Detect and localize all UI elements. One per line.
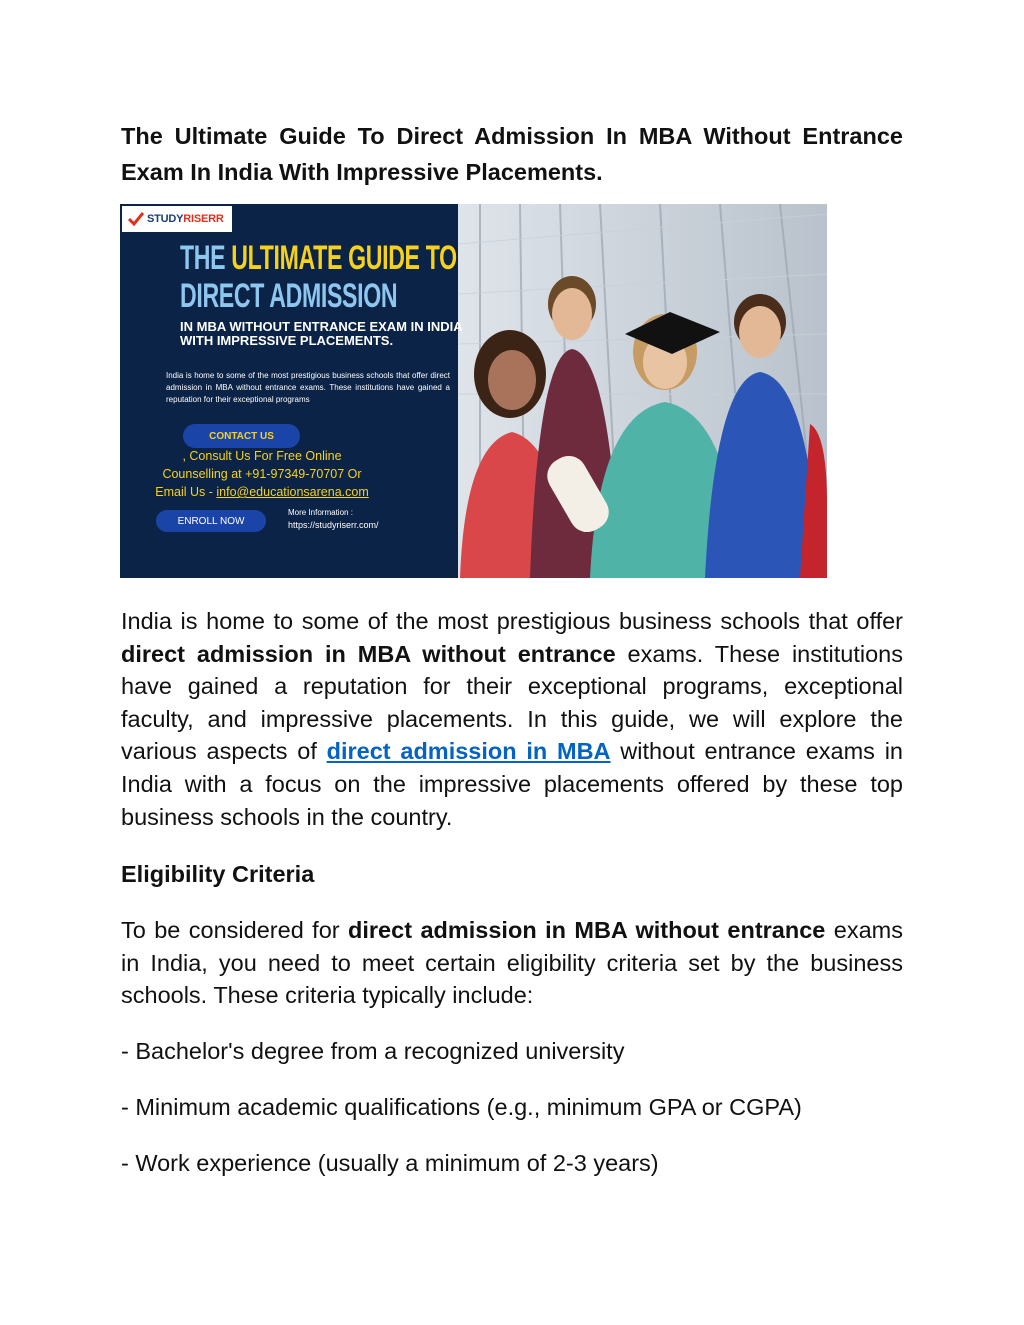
criteria-item: - Work experience (usually a minimum of 2-3 years) <box>121 1150 659 1176</box>
intro-paragraph: India is home to some of the most prestigious business schools that offer direct admission in MBA without entrance exams. These institutions have gained a reputation for their exceptional programs, exceptional faculty, and impressive placements. In this guide, we will explore the various aspects of direct admission in MBA without entrance exams in India with a focus on the impressive placements offered by these top business schools in the country. <box>121 608 903 830</box>
banner-email: info@educationsarena.com <box>216 485 369 499</box>
contact-us-button: CONTACT US <box>183 424 300 448</box>
more-info-url: https://studyriserr.com/ <box>288 520 379 530</box>
consult-line: , Consult Us For Free Online <box>182 449 342 463</box>
direct-admission-link[interactable]: direct admission in MBA <box>326 738 611 765</box>
logo-text-study: STUDY <box>147 213 184 225</box>
banner-headline-line2: DIRECT ADMISSION <box>180 277 398 315</box>
banner-image <box>120 204 827 578</box>
more-info <box>288 506 379 532</box>
intro-bold-phrase: direct admission in MBA without entrance <box>121 640 616 667</box>
criteria-item: - Minimum academic qualifications (e.g., minimum GPA or CGPA) <box>121 1094 802 1120</box>
criteria-item: - Bachelor's degree from a recognized university <box>121 1038 625 1064</box>
banner-subheadline: IN MBA WITHOUT ENTRANCE EXAM IN INDIA WITH IMPRESSIVE PLACEMENTS. <box>180 319 463 348</box>
logo-text-riserr: RISERR <box>183 213 224 225</box>
eligibility-bold-phrase: direct admission in MBA without entrance <box>348 917 826 943</box>
eligibility-heading: Eligibility Criteria <box>121 861 315 887</box>
email-line: Email Us - info@educationsarena.com <box>155 485 369 499</box>
page-title: The Ultimate Guide To Direct Admission In MBA Without Entrance Exam In India With Impressive Placements. <box>121 123 903 185</box>
banner-paragraph: India is home to some of the most prestigious business schools that offer direct admission in MBA without entrance exams. These institutions have gained a reputation for their exceptional programs <box>166 371 450 404</box>
banner-contact-info <box>142 447 382 501</box>
banner-headline-line1: THE ULTIMATE GUIDE TO <box>180 239 457 277</box>
enroll-now-button: ENROLL NOW <box>156 510 266 532</box>
logo-check-icon <box>128 211 144 227</box>
studyriserr-logo <box>122 206 232 232</box>
more-info-label: More Information : <box>288 508 353 517</box>
eligibility-paragraph: To be considered for direct admission in MBA without entrance exams in India, you need to meet certain eligibility criteria set by the business schools. These criteria typically include: <box>121 917 903 1009</box>
phone-line: Counselling at +91-97349-70707 Or <box>162 467 362 481</box>
